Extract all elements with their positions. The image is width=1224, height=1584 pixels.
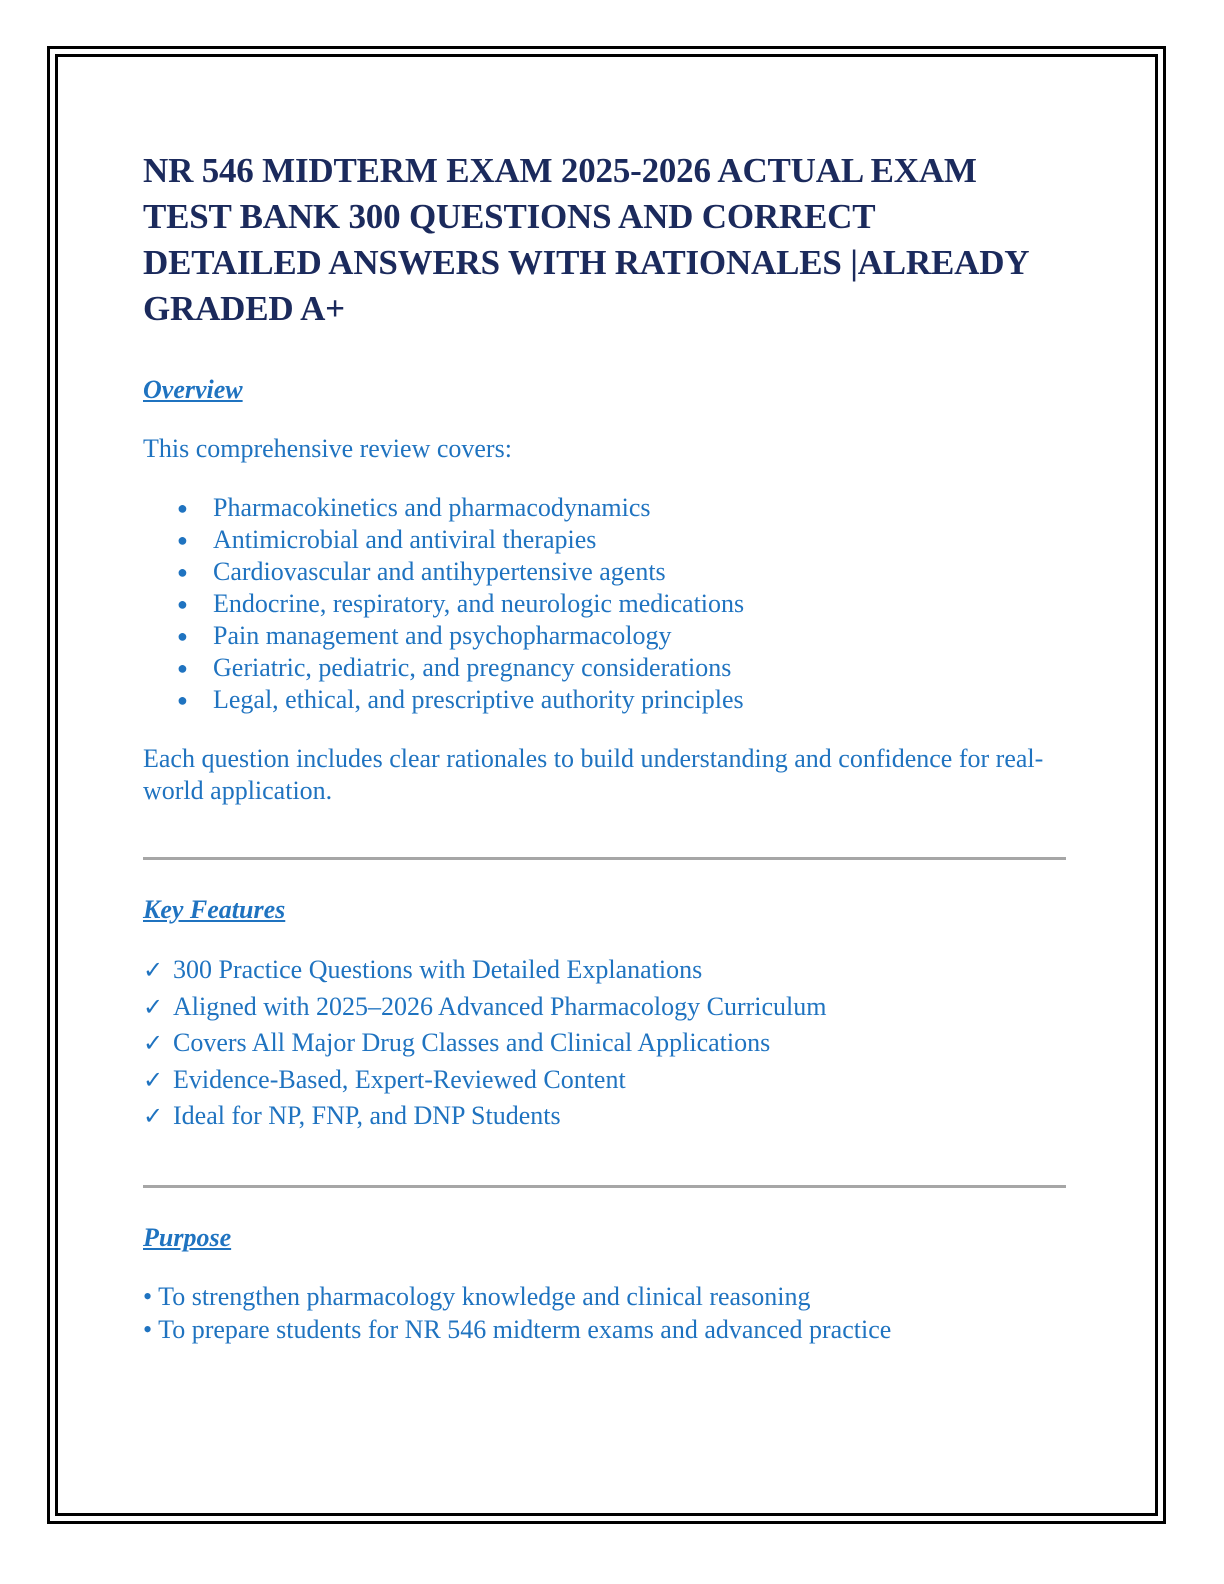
title-line: GRADED A+ [143,289,345,328]
list-item: ● Endocrine, respiratory, and neurologic medications [177,589,745,618]
document-title [143,148,1073,332]
list-item: ✓ Covers All Major Drug Classes and Clinical Applications [143,1025,1073,1062]
list-item: ✓ Ideal for NP, FNP, and DNP Students [143,1098,1073,1135]
checkmark-icon: ✓ [143,992,164,1021]
bullet-icon: ● [177,530,188,550]
title-line: DETAILED ANSWERS WITH RATIONALES |ALREADY [143,243,1030,282]
list-item: ● Antimicrobial and antiviral therapies [177,525,597,554]
bullet-icon: ● [177,690,188,710]
bullet-icon: ● [177,498,188,518]
checkmark-icon: ✓ [143,1065,164,1094]
list-item: ✓ Evidence-Based, Expert-Reviewed Content [143,1062,1073,1099]
list-item: • To prepare students for NR 546 midterm exams and advanced practice [143,1314,892,1344]
document-body [143,148,1073,1346]
title-line: TEST BANK 300 QUESTIONS AND CORRECT [143,197,876,236]
bullet-icon: ● [177,626,188,646]
list-item: ● Geriatric, pediatric, and pregnancy considerations [177,653,732,682]
key-features-list [143,952,1073,1135]
purpose-list [143,1280,1073,1346]
list-item: ✓ 300 Practice Questions with Detailed Explanations [143,952,1073,989]
bullet-icon: ● [177,562,188,582]
list-item: ● Legal, ethical, and prescriptive authority principles [177,685,744,714]
checkmark-icon: ✓ [143,956,164,984]
purpose-heading: Purpose [143,1222,232,1252]
overview-closing: Each question includes clear rationales to build understanding and confidence for real-world application. [143,744,1044,805]
list-item: • To strengthen pharmacology knowledge and clinical reasoning [143,1281,811,1311]
bullet-icon: ● [177,594,188,614]
title-line: NR 546 MIDTERM EXAM 2025-2026 ACTUAL EXAM [143,151,977,190]
overview-heading: Overview [143,375,243,404]
bullet-icon: ● [177,658,188,678]
overview-intro: This comprehensive review covers: [143,434,512,463]
key-features-heading: Key Features [143,895,286,924]
overview-topic-list [143,492,1073,716]
checkmark-icon: ✓ [143,1102,164,1130]
checkmark-icon: ✓ [143,1029,164,1057]
list-item: ● Pain management and psychopharmacology [177,621,672,650]
list-item: ✓ Aligned with 2025–2026 Advanced Pharmacology Curriculum [143,989,1073,1026]
list-item: ● Pharmacokinetics and pharmacodynamics [177,493,651,522]
list-item: ● Cardiovascular and antihypertensive agents [177,557,666,586]
